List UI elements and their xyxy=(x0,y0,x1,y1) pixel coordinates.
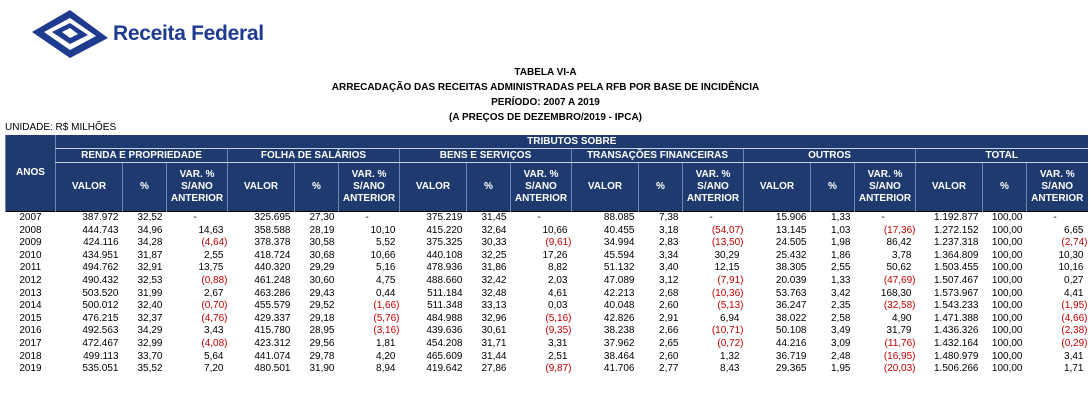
percent-cell: 32,96 xyxy=(481,312,507,324)
percent-cell: 32,52 xyxy=(123,212,167,225)
variation-cell: - xyxy=(339,212,400,225)
percent-cell: 1,98 xyxy=(831,237,851,249)
value-cell: 1.480.979 xyxy=(934,350,979,362)
variation-cell: 5,64 xyxy=(204,350,224,362)
percent-cell: 31,71 xyxy=(481,337,507,349)
value-cell: 494.762 xyxy=(82,262,119,274)
variation-cell: (17,36) xyxy=(883,224,916,236)
value-cell: 535.051 xyxy=(82,363,119,375)
percent-cell: 2,60 xyxy=(659,300,679,312)
value-cell: 47.089 xyxy=(603,274,635,286)
group-header: OUTROS xyxy=(744,149,916,163)
variation-cell: - xyxy=(511,212,572,225)
percent-cell: 30,58 xyxy=(309,237,335,249)
variation-cell: (47,69) xyxy=(883,274,916,286)
variation-cell: 6,65 xyxy=(1064,224,1084,236)
variation-cell: (20,03) xyxy=(883,363,916,375)
variation-cell: 0,27 xyxy=(1064,274,1084,286)
variation-cell: (16,95) xyxy=(883,350,916,362)
group-header: TRANSAÇÕES FINANCEIRAS xyxy=(572,149,744,163)
variation-cell: (1,95) xyxy=(1061,300,1088,312)
percent-cell: 34,28 xyxy=(137,237,163,249)
variation-cell: 7,20 xyxy=(204,363,224,375)
percent-cell: 1,95 xyxy=(831,363,851,375)
percent-cell: 29,56 xyxy=(309,337,335,349)
percent-cell: 1,86 xyxy=(831,249,851,261)
percent-cell: 32,91 xyxy=(137,262,163,274)
value-cell: 1.507.467 xyxy=(934,274,979,286)
group-header: FOLHA DE SALÁRIOS xyxy=(228,149,400,163)
value-cell: 1.272.152 xyxy=(934,224,979,236)
table-row xyxy=(6,275,1088,288)
percent-cell: 32,42 xyxy=(481,274,507,286)
variation-cell: 31,79 xyxy=(886,325,912,337)
table-row xyxy=(6,351,1088,364)
variation-cell: (5,16) xyxy=(545,312,572,324)
variation-cell: - xyxy=(855,212,916,225)
value-cell: 1.364.809 xyxy=(934,249,979,261)
value-cell: 463.286 xyxy=(254,287,291,299)
title-line: ARRECADAÇÃO DAS RECEITAS ADMINISTRADAS PELA RFB POR BASE DE INCIDÊNCIA xyxy=(331,82,760,93)
table-row xyxy=(6,325,1088,338)
value-cell: 42.213 xyxy=(603,287,635,299)
value-cell: 387.972 xyxy=(56,212,123,225)
value-cell: 50.108 xyxy=(775,325,807,337)
value-cell: 440.108 xyxy=(426,249,463,261)
variation-cell: 2,03 xyxy=(548,274,568,286)
variation-cell: 86,42 xyxy=(886,237,912,249)
receita-federal-logo xyxy=(30,8,264,60)
percent-cell: 100,00 xyxy=(991,224,1023,236)
percent-cell: 31,90 xyxy=(309,363,335,375)
percent-cell: 2,58 xyxy=(831,312,851,324)
subheader-valor: VALOR xyxy=(56,163,123,212)
percent-cell: 100,00 xyxy=(991,312,1023,324)
percent-cell: 31,99 xyxy=(137,287,163,299)
percent-cell: 100,00 xyxy=(983,212,1027,225)
variation-cell: 8,94 xyxy=(376,363,396,375)
subheader-percent: % xyxy=(983,163,1027,212)
percent-cell: 30,60 xyxy=(309,274,335,286)
subheader-valor: VALOR xyxy=(228,163,295,212)
variation-cell: 5,16 xyxy=(376,262,396,274)
percent-cell: 100,00 xyxy=(991,237,1023,249)
percent-cell: 3,40 xyxy=(659,262,679,274)
value-cell: 325.695 xyxy=(228,212,295,225)
variation-cell: 4,61 xyxy=(548,287,568,299)
percent-cell: 2,68 xyxy=(659,287,679,299)
year-cell: 2016 xyxy=(19,325,42,337)
value-cell: 415.220 xyxy=(426,224,463,236)
percent-cell: 29,29 xyxy=(309,262,335,274)
percent-cell: 100,00 xyxy=(991,262,1023,274)
year-cell: 2012 xyxy=(19,274,42,286)
variation-cell: 10,66 xyxy=(370,249,396,261)
value-cell: 415.780 xyxy=(254,325,291,337)
value-cell: 500.012 xyxy=(82,300,119,312)
percent-cell: 34,29 xyxy=(137,325,163,337)
variation-cell: (2,74) xyxy=(1061,237,1088,249)
table-row xyxy=(6,225,1088,238)
value-cell: 419.642 xyxy=(426,363,463,375)
variation-cell: (0,72) xyxy=(717,337,744,349)
year-cell: 2019 xyxy=(19,363,42,375)
percent-cell: 1,33 xyxy=(811,212,855,225)
percent-cell: 29,52 xyxy=(309,300,335,312)
value-cell: 476.215 xyxy=(82,312,119,324)
value-cell: 1.543.233 xyxy=(934,300,979,312)
group-header: TOTAL xyxy=(916,149,1088,163)
percent-cell: 2,60 xyxy=(659,350,679,362)
subheader-variation: VAR. % S/ANO ANTERIOR xyxy=(167,163,228,212)
value-cell: 40.048 xyxy=(603,300,635,312)
value-cell: 461.248 xyxy=(254,274,291,286)
value-cell: 1.506.266 xyxy=(934,363,979,375)
percent-cell: 32,53 xyxy=(137,274,163,286)
value-cell: 41.706 xyxy=(603,363,635,375)
table-row xyxy=(6,250,1088,263)
variation-cell: 3,43 xyxy=(204,325,224,337)
year-cell: 2013 xyxy=(19,287,42,299)
table-row xyxy=(6,237,1088,250)
value-cell: 440.320 xyxy=(254,262,291,274)
percent-cell: 32,37 xyxy=(137,312,163,324)
variation-cell: 5,52 xyxy=(376,237,396,249)
value-cell: 490.432 xyxy=(82,274,119,286)
value-cell: 36.719 xyxy=(775,350,807,362)
variation-cell: 10,30 xyxy=(1058,249,1084,261)
percent-cell: 31,44 xyxy=(481,350,507,362)
percent-cell: 2,83 xyxy=(659,237,679,249)
variation-cell: - xyxy=(167,212,228,225)
value-cell: 439.636 xyxy=(426,325,463,337)
percent-cell: 30,61 xyxy=(481,325,507,337)
year-cell: 2007 xyxy=(6,212,56,225)
percent-cell: 1,03 xyxy=(831,224,851,236)
report-title-block xyxy=(0,65,1091,125)
percent-cell: 28,95 xyxy=(309,325,335,337)
year-cell: 2011 xyxy=(19,262,42,274)
value-cell: 472.467 xyxy=(82,337,119,349)
percent-cell: 3,49 xyxy=(831,325,851,337)
value-cell: 1.237.318 xyxy=(934,237,979,249)
subheader-variation: VAR. % S/ANO ANTERIOR xyxy=(855,163,916,212)
percent-cell: 33,13 xyxy=(481,300,507,312)
value-cell: 34.994 xyxy=(603,237,635,249)
variation-cell: (1,66) xyxy=(373,300,400,312)
table-row xyxy=(6,212,1088,225)
percent-cell: 27,30 xyxy=(295,212,339,225)
subheader-variation: VAR. % S/ANO ANTERIOR xyxy=(511,163,572,212)
percent-cell: 100,00 xyxy=(991,249,1023,261)
percent-cell: 100,00 xyxy=(991,325,1023,337)
value-cell: 1.432.164 xyxy=(934,337,979,349)
value-cell: 375.325 xyxy=(426,237,463,249)
variation-cell: (4,64) xyxy=(201,237,228,249)
variation-cell: 12,15 xyxy=(714,262,740,274)
variation-cell: 3,41 xyxy=(1064,350,1084,362)
subheader-percent: % xyxy=(123,163,167,212)
value-cell: 378.378 xyxy=(254,237,291,249)
revenue-table xyxy=(5,135,1088,376)
value-cell: 53.763 xyxy=(775,287,807,299)
variation-cell: 10,10 xyxy=(370,224,396,236)
percent-cell: 28,19 xyxy=(309,224,335,236)
percent-cell: 32,48 xyxy=(481,287,507,299)
percent-cell: 3,42 xyxy=(831,287,851,299)
value-cell: 478.936 xyxy=(426,262,463,274)
variation-cell: (4,66) xyxy=(1061,312,1088,324)
subheader-percent: % xyxy=(295,163,339,212)
value-cell: 88.085 xyxy=(572,212,639,225)
percent-cell: 2,66 xyxy=(659,325,679,337)
variation-cell: - xyxy=(1027,212,1088,225)
variation-cell: 6,94 xyxy=(720,312,740,324)
percent-cell: 29,43 xyxy=(309,287,335,299)
percent-cell: 100,00 xyxy=(991,350,1023,362)
variation-cell: 50,62 xyxy=(886,262,912,274)
value-cell: 488.660 xyxy=(426,274,463,286)
variation-cell: 4,90 xyxy=(892,312,912,324)
percent-cell: 2,65 xyxy=(659,337,679,349)
variation-cell: (13,50) xyxy=(711,237,744,249)
receita-federal-emblem-icon xyxy=(30,8,110,60)
variation-cell: 3,78 xyxy=(892,249,912,261)
variation-cell: 14,63 xyxy=(198,224,224,236)
percent-cell: 3,34 xyxy=(659,249,679,261)
percent-cell: 100,00 xyxy=(991,300,1023,312)
percent-cell: 29,78 xyxy=(309,350,335,362)
variation-cell: 1,71 xyxy=(1064,363,1084,375)
variation-cell: 0,03 xyxy=(548,300,568,312)
variation-cell: 0,44 xyxy=(376,287,396,299)
value-cell: 13.145 xyxy=(775,224,807,236)
subheader-percent: % xyxy=(639,163,683,212)
table-row xyxy=(6,338,1088,351)
subheader-valor: VALOR xyxy=(400,163,467,212)
table-row xyxy=(6,300,1088,313)
variation-cell: (9,61) xyxy=(545,237,572,249)
percent-cell: 30,33 xyxy=(481,237,507,249)
variation-cell: (32,58) xyxy=(883,300,916,312)
percent-cell: 1,33 xyxy=(831,274,851,286)
year-cell: 2018 xyxy=(19,350,42,362)
group-header: RENDA E PROPRIEDADE xyxy=(56,149,228,163)
value-cell: 511.348 xyxy=(427,300,463,312)
percent-cell: 2,48 xyxy=(831,350,851,362)
percent-cell: 34,96 xyxy=(137,224,163,236)
column-header-years: ANOS xyxy=(6,135,56,212)
variation-cell: 4,75 xyxy=(376,274,396,286)
value-cell: 45.594 xyxy=(603,249,635,261)
variation-cell: (7,91) xyxy=(717,274,744,286)
value-cell: 38.238 xyxy=(603,325,635,337)
variation-cell: 30,29 xyxy=(714,249,740,261)
variation-cell: (0,29) xyxy=(1061,337,1088,349)
percent-cell: 31,45 xyxy=(467,212,511,225)
percent-cell: 100,00 xyxy=(991,337,1023,349)
value-cell: 480.501 xyxy=(254,363,291,375)
variation-cell: (9,35) xyxy=(545,325,572,337)
percent-cell: 3,18 xyxy=(659,224,679,236)
value-cell: 25.432 xyxy=(775,249,807,261)
variation-cell: (10,36) xyxy=(711,287,744,299)
value-cell: 38.464 xyxy=(603,350,635,362)
value-cell: 15.906 xyxy=(744,212,811,225)
value-cell: 499.113 xyxy=(83,350,119,362)
year-cell: 2008 xyxy=(19,224,42,236)
variation-cell: (4,76) xyxy=(201,312,228,324)
value-cell: 20.039 xyxy=(775,274,807,286)
subheader-variation: VAR. % S/ANO ANTERIOR xyxy=(683,163,744,212)
title-line: (A PREÇOS DE DEZEMBRO/2019 - IPCA) xyxy=(449,112,642,123)
percent-cell: 2,35 xyxy=(831,300,851,312)
group-header: BENS E SERVIÇOS xyxy=(400,149,572,163)
percent-cell: 2,77 xyxy=(659,363,679,375)
percent-cell: 35,52 xyxy=(137,363,163,375)
percent-cell: 3,12 xyxy=(659,274,679,286)
brand-name: Receita Federal xyxy=(113,22,264,45)
subheader-valor: VALOR xyxy=(744,163,811,212)
percent-cell: 31,86 xyxy=(481,262,507,274)
percent-cell: 27,86 xyxy=(481,363,507,375)
variation-cell: 2,51 xyxy=(548,350,568,362)
variation-cell: (2,38) xyxy=(1061,325,1088,337)
year-cell: 2009 xyxy=(19,237,42,249)
year-cell: 2017 xyxy=(19,337,42,349)
value-cell: 1.192.877 xyxy=(916,212,983,225)
variation-cell: (9,87) xyxy=(545,363,572,375)
value-cell: 44.216 xyxy=(775,337,807,349)
value-cell: 375.219 xyxy=(400,212,467,225)
variation-cell: 8,43 xyxy=(720,363,740,375)
percent-cell: 100,00 xyxy=(991,363,1023,375)
value-cell: 1.471.388 xyxy=(934,312,979,324)
variation-cell: 13,75 xyxy=(198,262,224,274)
value-cell: 358.588 xyxy=(254,224,291,236)
variation-cell: - xyxy=(683,212,744,225)
percent-cell: 3,09 xyxy=(831,337,851,349)
percent-cell: 32,99 xyxy=(137,337,163,349)
subheader-percent: % xyxy=(811,163,855,212)
subheader-variation: VAR. % S/ANO ANTERIOR xyxy=(339,163,400,212)
column-header-tributos-sobre: TRIBUTOS SOBRE xyxy=(56,135,1088,149)
variation-cell: 168,30 xyxy=(880,287,912,299)
year-cell: 2015 xyxy=(19,312,42,324)
variation-cell: 2,55 xyxy=(204,249,224,261)
table-row xyxy=(6,363,1088,376)
year-cell: 2014 xyxy=(19,300,42,312)
variation-cell: (0,88) xyxy=(201,274,228,286)
percent-cell: 32,40 xyxy=(137,300,163,312)
subheader-percent: % xyxy=(467,163,511,212)
value-cell: 455.579 xyxy=(254,300,291,312)
value-cell: 484.988 xyxy=(426,312,463,324)
percent-cell: 31,87 xyxy=(137,249,163,261)
value-cell: 503.520 xyxy=(82,287,119,299)
value-cell: 37.962 xyxy=(603,337,635,349)
variation-cell: 2,67 xyxy=(204,287,224,299)
value-cell: 40.455 xyxy=(603,224,635,236)
variation-cell: 10,66 xyxy=(542,224,568,236)
subheader-valor: VALOR xyxy=(916,163,983,212)
variation-cell: (5,13) xyxy=(717,300,744,312)
value-cell: 492.563 xyxy=(82,325,119,337)
subheader-variation: VAR. % S/ANO ANTERIOR xyxy=(1027,163,1088,212)
variation-cell: (5,76) xyxy=(373,312,400,324)
variation-cell: 8,82 xyxy=(548,262,568,274)
value-cell: 429.337 xyxy=(254,312,291,324)
title-line: PERÍODO: 2007 A 2019 xyxy=(491,97,600,108)
value-cell: 511.184 xyxy=(427,287,463,299)
variation-cell: 3,31 xyxy=(548,337,568,349)
value-cell: 434.951 xyxy=(82,249,119,261)
variation-cell: 17,26 xyxy=(542,249,568,261)
percent-cell: 30,68 xyxy=(309,249,335,261)
value-cell: 1.436.326 xyxy=(934,325,979,337)
value-cell: 465.609 xyxy=(426,350,463,362)
table-row xyxy=(6,313,1088,326)
percent-cell: 2,55 xyxy=(831,262,851,274)
value-cell: 423.312 xyxy=(254,337,291,349)
variation-cell: (4,08) xyxy=(201,337,228,349)
table-row xyxy=(6,262,1088,275)
value-cell: 454.208 xyxy=(426,337,463,349)
value-cell: 441.074 xyxy=(254,350,291,362)
percent-cell: 2,91 xyxy=(659,312,679,324)
variation-cell: (11,76) xyxy=(884,337,916,349)
percent-cell: 32,64 xyxy=(481,224,507,236)
year-cell: 2010 xyxy=(19,249,42,261)
percent-cell: 32,25 xyxy=(481,249,507,261)
title-line: TABELA VI-A xyxy=(514,67,577,78)
percent-cell: 100,00 xyxy=(991,287,1023,299)
table-row xyxy=(6,288,1088,301)
variation-cell: 4,20 xyxy=(376,350,396,362)
percent-cell: 7,38 xyxy=(639,212,683,225)
value-cell: 38.305 xyxy=(775,262,807,274)
variation-cell: 4,41 xyxy=(1064,287,1084,299)
value-cell: 444.743 xyxy=(82,224,119,236)
value-cell: 418.724 xyxy=(254,249,291,261)
unit-label: UNIDADE: R$ MILHÕES xyxy=(5,122,117,133)
subheader-valor: VALOR xyxy=(572,163,639,212)
percent-cell: 29,18 xyxy=(309,312,335,324)
value-cell: 38.022 xyxy=(775,312,807,324)
variation-cell: (3,16) xyxy=(373,325,400,337)
variation-cell: (54,07) xyxy=(711,224,744,236)
variation-cell: (0,70) xyxy=(201,300,228,312)
variation-cell: 1,81 xyxy=(376,337,396,349)
value-cell: 51.132 xyxy=(603,262,635,274)
value-cell: 36.247 xyxy=(775,300,807,312)
value-cell: 42.826 xyxy=(603,312,635,324)
value-cell: 24.505 xyxy=(775,237,807,249)
variation-cell: 10,16 xyxy=(1058,262,1084,274)
value-cell: 29.365 xyxy=(775,363,807,375)
variation-cell: (10,71) xyxy=(711,325,744,337)
value-cell: 424.116 xyxy=(83,237,119,249)
value-cell: 1.503.455 xyxy=(934,262,979,274)
value-cell: 1.573.967 xyxy=(934,287,979,299)
percent-cell: 33,70 xyxy=(137,350,163,362)
variation-cell: 1,32 xyxy=(720,350,740,362)
percent-cell: 100,00 xyxy=(991,274,1023,286)
